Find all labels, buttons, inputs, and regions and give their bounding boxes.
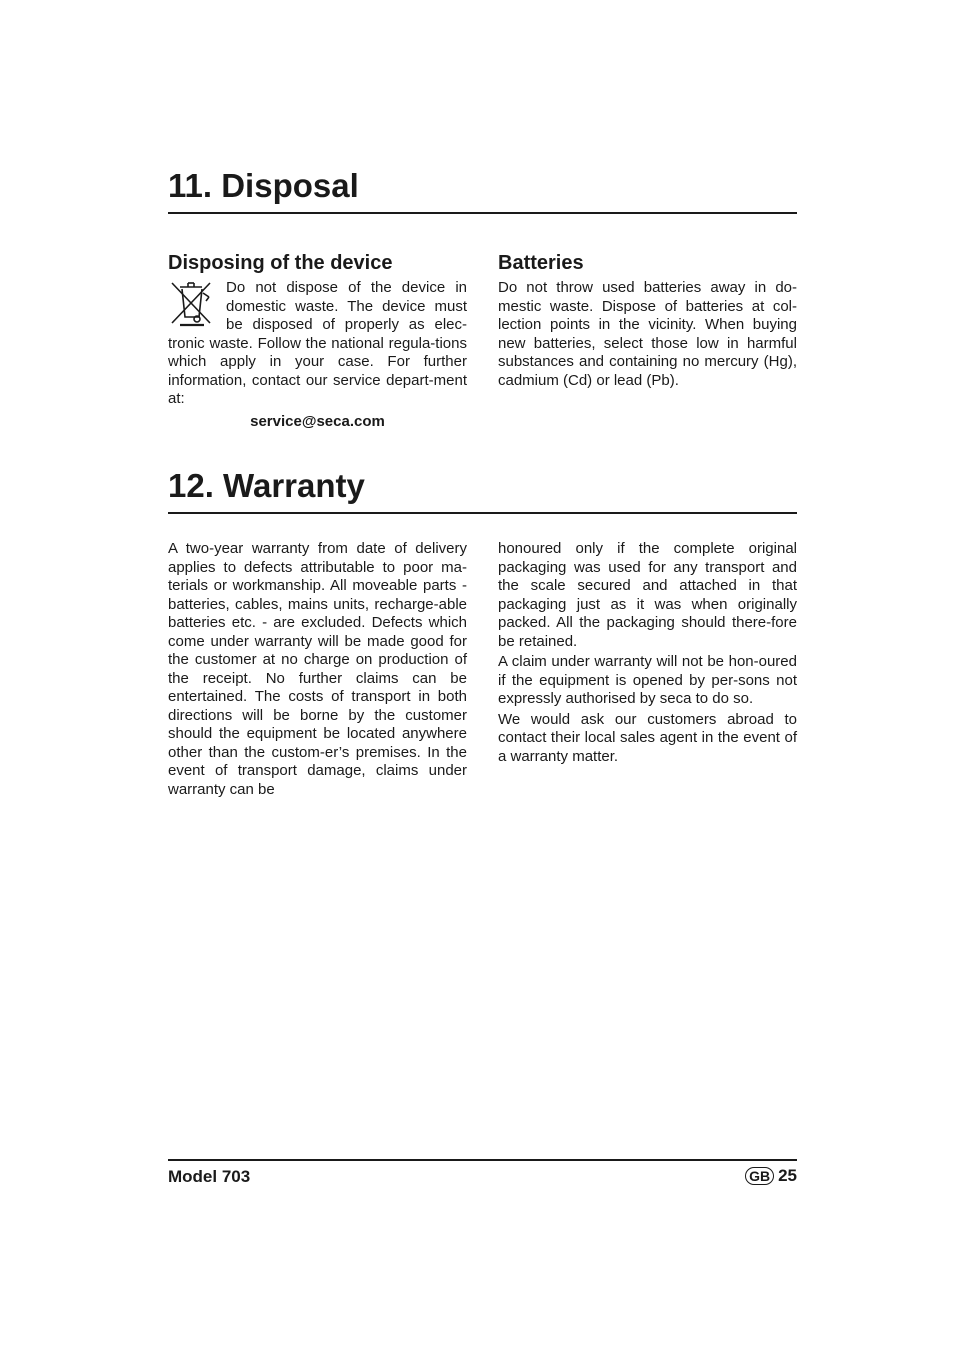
batteries-column — [498, 251, 797, 390]
service-email-link[interactable]: service@seca.com — [250, 412, 385, 430]
page-footer — [168, 1159, 797, 1193]
warranty-right-column — [498, 540, 797, 766]
warranty-title: 12. Warranty — [168, 466, 797, 514]
language-badge: GB — [745, 1167, 774, 1185]
warranty-paragraph: A claim under warranty will not be hon-oured if the equipment is opened by per-sons not expressly authorised by seca to do so. — [498, 653, 797, 707]
batteries-heading: Batteries — [498, 252, 584, 274]
warranty-paragraph: honoured only if the complete original packaging was used for any transport and the scale secured and attached in that packaging just as it was when originally packed. All the packaging should there-fore be retained. — [498, 540, 797, 650]
batteries-text: Do not throw used batteries away in do-mestic waste. Dispose of batteries at col-lection points in the vicinity. When buying new batteries, select those low in harmful substances and containing no mercury (Hg), cadmium (Cd) or lead (Pb). — [498, 279, 797, 389]
crossed-out-wheelie-bin-icon — [168, 279, 214, 327]
warranty-section-header — [168, 466, 797, 514]
disposing-device-text: Do not dispose of the device in domestic waste. The device must be disposed of properly as elec-tronic waste. Follow the national regula-tions which apply in your case. For further information, contact our service depart-ment at: — [168, 279, 467, 407]
disposing-device-column — [168, 251, 467, 431]
model-label: Model 703 — [168, 1167, 251, 1186]
disposing-device-heading: Disposing of the device — [168, 252, 393, 274]
page-indicator — [745, 1166, 797, 1186]
warranty-left-column — [168, 540, 467, 799]
warranty-left-text: A two-year warranty from date of delivery applies to defects attributable to poor ma-terials or workmanship. All moveable parts - batteries, cables, mains units, recharge-able batteries etc. - are excluded. Defects which come under warranty will be made good for the customer at no charge on production of the receipt. No further claims can be entertained. The costs of transport in both directions will be borne by the customer should the equipment be located anywhere other than the custom-er’s premises. In the event of transport damage, claims under warranty can be — [168, 540, 467, 798]
disposal-title: 11. Disposal — [168, 166, 797, 214]
disposal-section-header — [168, 166, 797, 214]
page-number: 25 — [778, 1166, 797, 1185]
warranty-paragraph: We would ask our customers abroad to contact their local sales agent in the event of a warranty matter. — [498, 710, 797, 765]
